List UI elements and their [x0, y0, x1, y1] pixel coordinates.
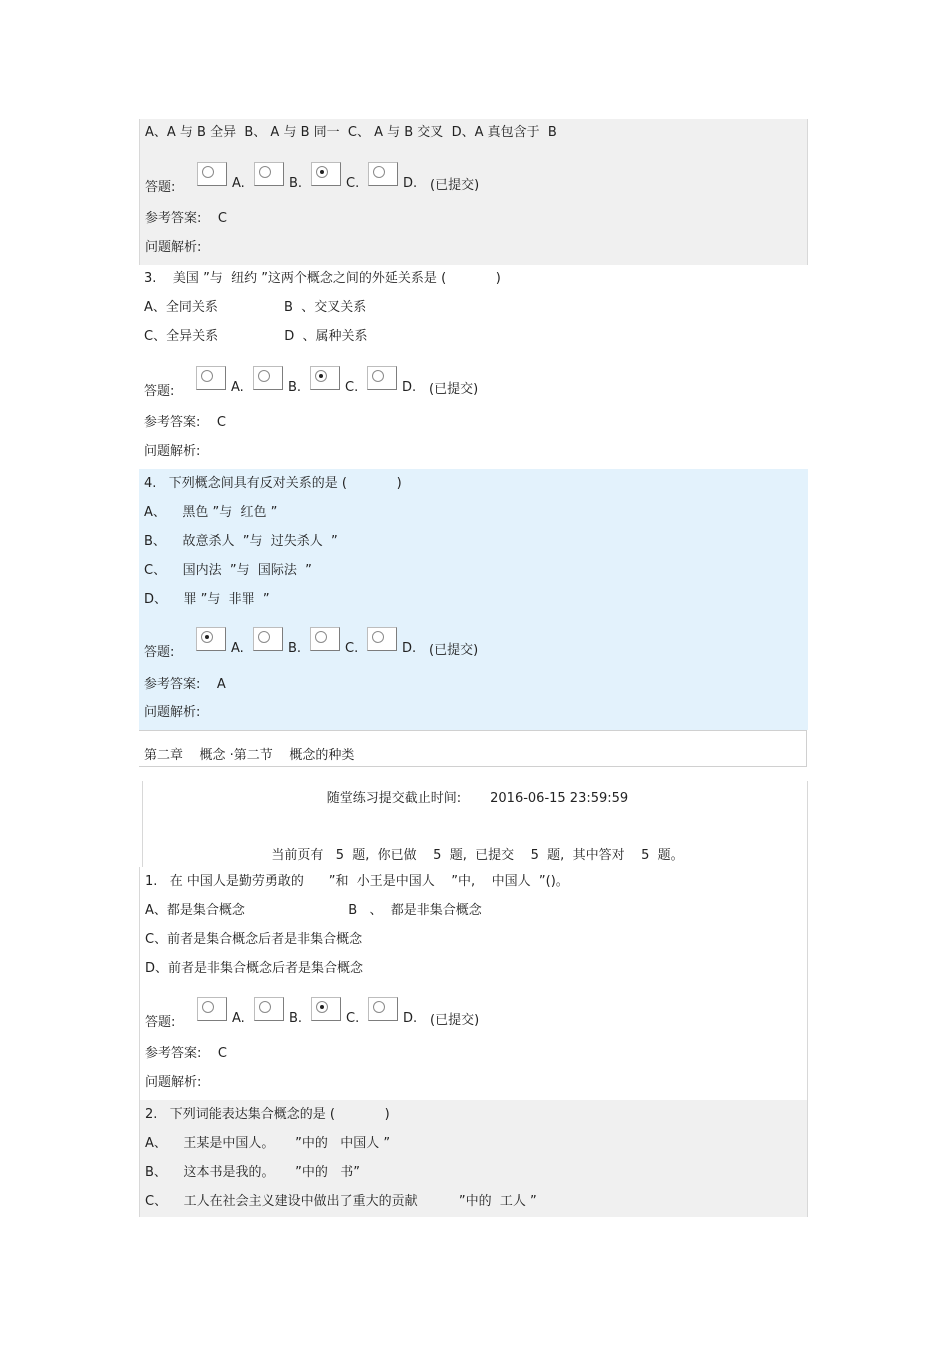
choice-c-label: C. — [345, 380, 359, 395]
submit-status: (已提交) — [430, 178, 480, 193]
progress-summary: 当前页有 5 题, 你已做 5 题, 已提交 5 题, 其中答对 5 题。 — [271, 848, 684, 863]
question-block-4 — [139, 469, 808, 730]
option-ab: A、都是集合概念 B 、 都是非集合概念 — [145, 903, 482, 918]
question-block-2 — [139, 119, 808, 265]
choice-d-box[interactable] — [368, 997, 398, 1021]
section-title-bar — [139, 730, 807, 767]
radio-c[interactable] — [315, 631, 327, 643]
option-ab: A、全同关系 B 、交叉关系 — [144, 300, 367, 315]
choice-b-box[interactable] — [254, 162, 284, 186]
choice-a-box[interactable] — [196, 366, 226, 390]
answer-label: 答题: — [145, 1015, 176, 1030]
answer-label: 答题: — [144, 384, 175, 399]
reference-answer: 参考答案: C — [144, 415, 226, 430]
s2-question-block-2 — [139, 1100, 808, 1217]
radio-d[interactable] — [373, 166, 385, 178]
choice-b-label: B. — [289, 1011, 303, 1026]
choice-b-label: B. — [288, 641, 302, 656]
choice-c-label: C. — [346, 176, 360, 191]
answer-row — [145, 997, 745, 1030]
reference-answer: 参考答案: A — [144, 677, 226, 692]
exercise-info — [142, 781, 808, 867]
choice-c-label: C. — [346, 1011, 360, 1026]
deadline: 随堂练习提交截止时间: 2016-06-15 23:59:59 — [326, 791, 629, 806]
answer-row — [144, 366, 744, 399]
question-text: 4. 下列概念间具有反对关系的是 ( ) — [144, 476, 402, 491]
choice-b-box[interactable] — [253, 627, 283, 651]
radio-c-selected[interactable] — [316, 1001, 328, 1013]
choice-b-box[interactable] — [253, 366, 283, 390]
radio-b[interactable] — [259, 166, 271, 178]
analysis-label: 问题解析: — [144, 705, 201, 720]
radio-b[interactable] — [258, 370, 270, 382]
question-block-3 — [139, 265, 808, 469]
radio-d[interactable] — [373, 1001, 385, 1013]
answer-label: 答题: — [145, 180, 176, 195]
choice-d-label: D. — [402, 380, 417, 395]
radio-a-selected[interactable] — [201, 631, 213, 643]
section-title: 第二章 概念 ·第二节 概念的种类 — [144, 748, 355, 763]
radio-c-selected[interactable] — [315, 370, 327, 382]
choice-d-box[interactable] — [367, 627, 397, 651]
option-d: D、 罪 ”与 非罪 ” — [144, 592, 270, 607]
choice-b-box[interactable] — [254, 997, 284, 1021]
option-c: C、前者是集合概念后者是非集合概念 — [145, 932, 363, 947]
choice-d-label: D. — [403, 176, 418, 191]
radio-b[interactable] — [258, 631, 270, 643]
choice-d-label: D. — [403, 1011, 418, 1026]
question-text: 3. 美国 ”与 纽约 ”这两个概念之间的外延关系是 ( ) — [144, 271, 501, 286]
radio-a[interactable] — [201, 370, 213, 382]
answer-row — [145, 162, 745, 195]
option-cd: C、全异关系 D 、属种关系 — [144, 329, 368, 344]
choice-a-label: A. — [231, 380, 244, 395]
submit-status: (已提交) — [429, 382, 479, 397]
radio-c-selected[interactable] — [316, 166, 328, 178]
option-a: A、 黑色 ”与 红色 ” — [144, 505, 278, 520]
answer-row — [144, 627, 744, 660]
choice-c-box[interactable] — [310, 366, 340, 390]
choice-d-box[interactable] — [368, 162, 398, 186]
choice-b-label: B. — [288, 380, 302, 395]
analysis-label: 问题解析: — [144, 444, 201, 459]
choice-c-label: C. — [345, 641, 359, 656]
choice-b-label: B. — [289, 176, 303, 191]
submit-status: (已提交) — [430, 1013, 480, 1028]
radio-d[interactable] — [372, 631, 384, 643]
choice-a-label: A. — [231, 641, 244, 656]
answer-label: 答题: — [144, 645, 175, 660]
reference-answer: 参考答案: C — [145, 1046, 227, 1061]
option-c: C、 工人在社会主义建设中做出了重大的贡献 ”中的 工人 ” — [145, 1194, 537, 1209]
option-b: B、 故意杀人 ”与 过失杀人 ” — [144, 534, 338, 549]
choice-a-label: A. — [232, 176, 245, 191]
option-d: D、前者是非集合概念后者是集合概念 — [145, 961, 364, 976]
question-options: A、A 与 B 全异 B、 A 与 B 同一 C、 A 与 B 交叉 D、A 真包含于 B — [145, 125, 557, 140]
exercise-page — [139, 119, 808, 1217]
choice-a-box[interactable] — [197, 162, 227, 186]
choice-c-box[interactable] — [310, 627, 340, 651]
analysis-label: 问题解析: — [145, 1075, 202, 1090]
option-a: A、 王某是中国人。 ”中的 中国人 ” — [145, 1136, 391, 1151]
s2-question-block-1 — [139, 867, 808, 1100]
question-text: 1. 在 中国人是勤劳勇敢的 ”和 小王是中国人 ”中, 中国人 ”()。 — [145, 874, 569, 889]
option-c: C、 国内法 ”与 国际法 ” — [144, 563, 312, 578]
option-b: B、 这本书是我的。 ”中的 书” — [145, 1165, 360, 1180]
radio-a[interactable] — [202, 1001, 214, 1013]
analysis-label: 问题解析: — [145, 240, 202, 255]
choice-c-box[interactable] — [311, 997, 341, 1021]
choice-a-label: A. — [232, 1011, 245, 1026]
submit-status: (已提交) — [429, 643, 479, 658]
choice-d-box[interactable] — [367, 366, 397, 390]
radio-d[interactable] — [372, 370, 384, 382]
reference-answer: 参考答案: C — [145, 211, 227, 226]
choice-a-box[interactable] — [197, 997, 227, 1021]
choice-d-label: D. — [402, 641, 417, 656]
radio-b[interactable] — [259, 1001, 271, 1013]
choice-c-box[interactable] — [311, 162, 341, 186]
radio-a[interactable] — [202, 166, 214, 178]
question-text: 2. 下列词能表达集合概念的是 ( ) — [145, 1107, 390, 1122]
choice-a-box[interactable] — [196, 627, 226, 651]
